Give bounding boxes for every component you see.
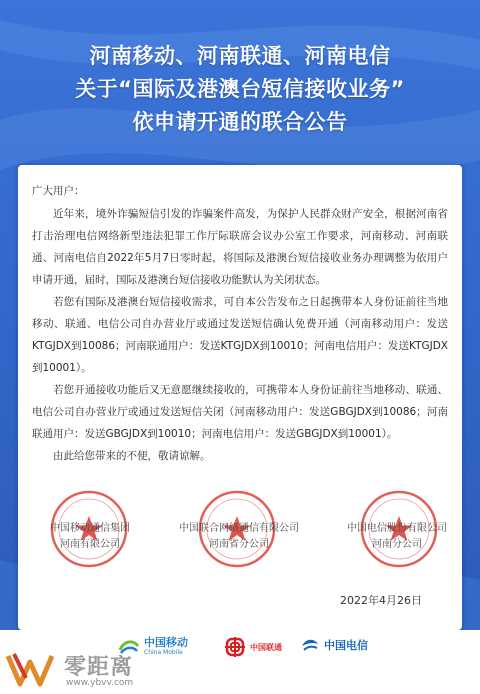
paragraph-2: 若您有国际及港澳台短信接收需求，可自本公告发布之日起携带本人身份证前往当地移动、联通、电信公司自办营业厅或通过发送短信确认免费开通（河南移动用户：发送KTGJDX到10086；河南联通用户：发送KTGJDX到10010；河南电信用户：发送KTGJDX到10001）。 [32, 296, 448, 374]
notice-header [0, 40, 480, 139]
china-unicom-knot-icon [224, 636, 246, 658]
paragraph-1: 近年来，境外诈骗短信引发的诈骗案件高发，为保护人民群众财产安全，根据河南省打击治理电信网络新型违法犯罪工作厅际联席会议办公室工作要求，河南移动、河南联通、河南电信自2022年5月7日零时起，将国际及港澳台短信接收业务办理调整为依用户申请开通，届时，国际及港澳台短信接收功能默认为关闭状态。 [32, 208, 448, 286]
notice-date: 2022年4月26日 [340, 594, 422, 607]
signature-unicom: 中国联合网络通信有限公司 河南省分公司 [179, 523, 299, 550]
greeting: 广大用户： [32, 185, 85, 197]
paragraph-3: 若您开通接收功能后又无意愿继续接收的，可携带本人身份证前往当地移动、联通、电信公司自办营业厅或通过发送短信关闭（河南移动用户：发送GBGJDX到10086；河南联通用户：发送GBGJDX到10010；河南电信用户：发送GBGJDX到10001）。 [32, 384, 448, 440]
header-line-3: 依申请开通的联合公告 [132, 110, 348, 134]
notice-body [32, 180, 448, 467]
header-line-1: 河南移动、河南联通、河南电信 [89, 44, 391, 68]
china-telecom-logo: 中国电信 [300, 636, 368, 654]
watermark-url: www.ybvv.com [66, 678, 134, 688]
china-unicom-logo: 中国联通 [224, 636, 282, 658]
signature-telecom: 中国电信股份有限公司 河南分公司 [347, 523, 447, 550]
china-mobile-logo: 中国移动 China Mobile [118, 636, 188, 657]
header-line-2: 关于“国际及港澳台短信接收业务” [75, 77, 405, 101]
china-telecom-wing-icon [300, 636, 320, 654]
signature-mobile: 中国移动通信集团 河南有限公司 [50, 523, 130, 550]
paragraph-4: 由此给您带来的不便，敬请谅解。 [53, 450, 211, 462]
watermark-text: 零距离 [64, 655, 134, 680]
